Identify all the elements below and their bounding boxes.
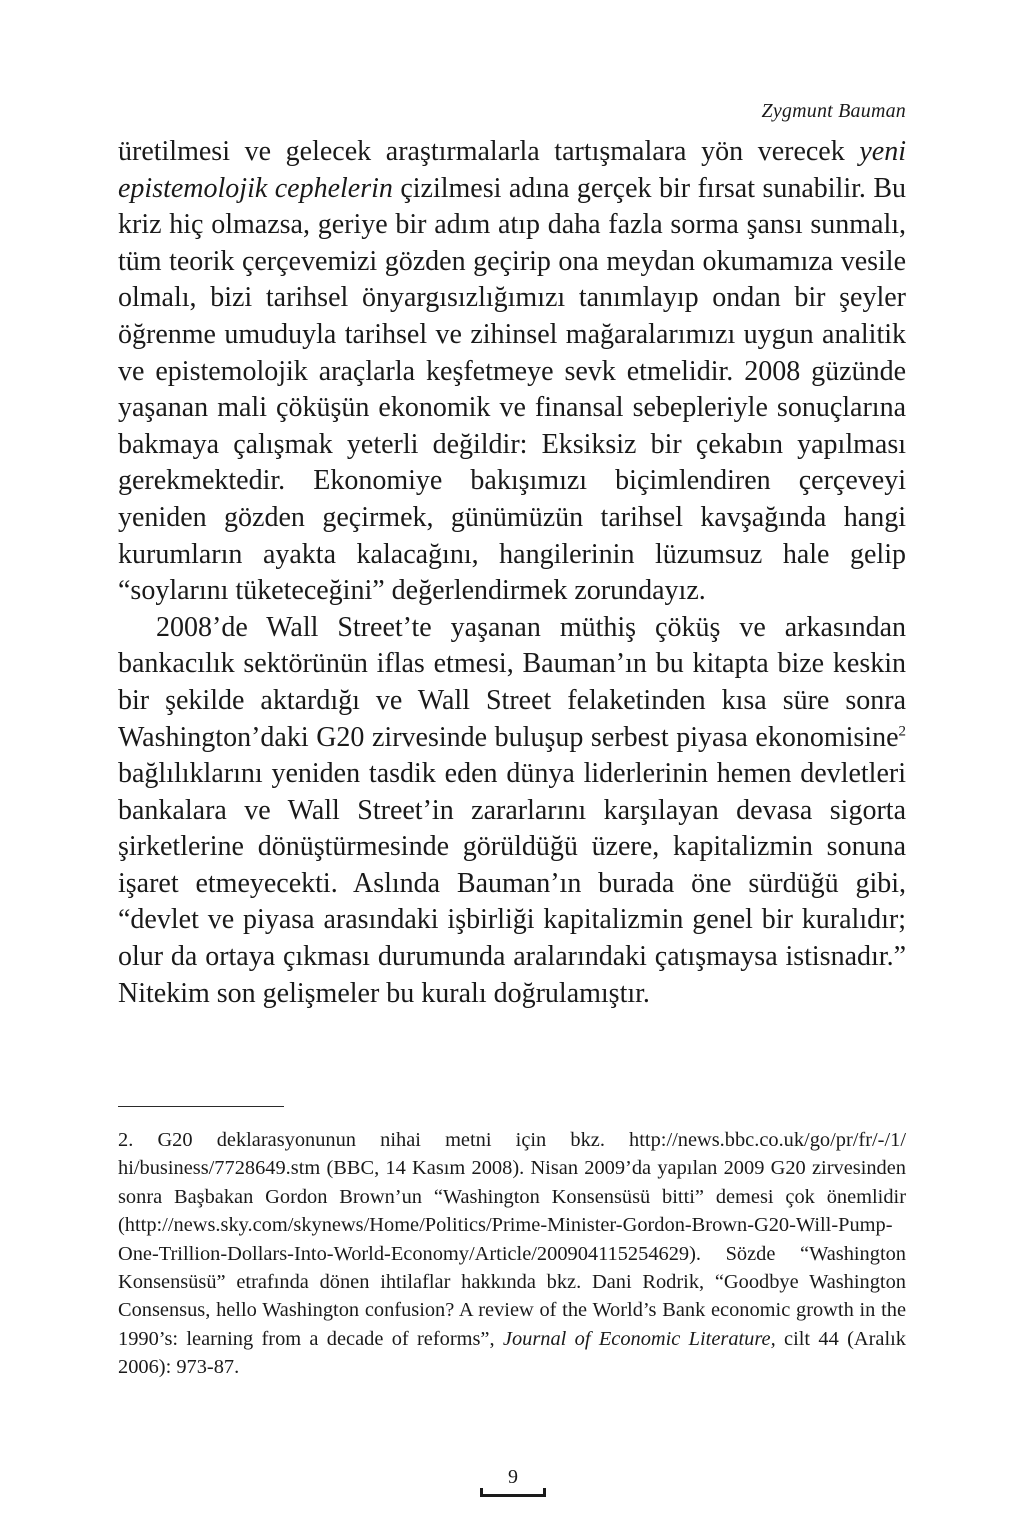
page-number: 9 [508,1466,518,1488]
page-number-bracket [480,1494,546,1497]
footnote-2-journal: Journal of Economic Literature, [502,1327,776,1350]
paragraph-1 [118,134,906,610]
paragraph-2 [118,610,906,1013]
paragraph-2-text-a: 2008’de Wall Street’te yaşanan müthiş çöküş ve arkasından bankacılık sektörünün iflas etmesi, Bauman’ın bu kitapta bize keskin bir şekilde aktardığı ve Wall Street felaketinden kısa süre sonra Washington’daki G20 zirvesinde buluşup serbest piyasa ekonomisine [118,611,906,753]
paragraph-2-text-b: bağlılıklarını yeniden tasdik eden dünya liderlerinin hemen devletleri bankalara ve Wall Street’in zararlarını karşılayan devasa sigorta şirketlerine dönüştürmesinde görüldüğü üzere, kapitalizmin sonuna işaret etmeyecekti. Aslında Bauman’ın burada öne sürdüğü gibi, “devlet ve piyasa arasındaki işbirliği kapitalizmin genel bir kuralıdır; olur da ortaya çıkması durumunda aralarındaki çatışmaysa istisnadır.” Nitekim son gelişmeler bu kuralı doğrulamıştır. [118,758,906,1009]
paragraph-1-text-b: çizilmesi adına gerçek bir fırsat sunabilir. Bu kriz hiç olmazsa, geriye bir adım atıp daha fazla sorma şansı sunmalı, tüm teorik çerçevemizi gözden geçirip ona meydan okumamıza vesile olmalı, bizi tarihsel önyargısızlığımızı tanımlayıp ondan bir şeyler öğrenme umuduyla tarihsel ve zihinsel mağaralarımızı uygun analitik ve epistemolojik araçlarla keşfetmeye sevk etmelidir. 2008 güzünde yaşanan mali çöküşün ekonomik ve finansal sebepleriyle sonuçlarına bakmaya çalışmak yeterli değildir: Eksiksiz bir çekabın yapılması gerekmektedir. Ekonomiye bakışımızı biçimlendiren çerçeveyi yeniden gözden geçirmek, günümüzün tarihsel kavşağında hangi kurumların ayakta kalacağını, hangilerinin lüzumsuz hale gelip “soylarını tüketeceğini” değerlendirmek zorundayız. [118,172,906,607]
footnote-reference[interactable]: 2 [898,723,906,740]
footnotes [118,1126,906,1382]
body-text [118,134,906,1012]
footnote-separator [118,1106,284,1107]
footnote-2 [118,1126,906,1382]
page-number-block [480,1465,546,1499]
paragraph-1-text-a: üretilmesi ve gelecek araştırmalarla tartışmalara yön verecek [118,136,860,167]
paragraph-1-italic-phrase: yeni epistemolojik cephelerin [118,136,906,204]
running-header: Zygmunt Bauman [761,100,906,122]
footnote-2-text-b: cilt 44 (Aralık 2006): 973-87. [118,1327,906,1379]
footnote-2-text-a: 2. G20 deklarasyonunun nihai metni için bkz. http://news.bbc.co.uk/go/pr/fr/-/1/ hi/business/7728649.stm (BBC, 14 Kasım 2008). Nisan 2009’da yapılan 2009 G20 zirvesinden sonra Başbakan Gordon Brown’un “Washington Konsensüsü bitti” demesi çok önemlidir (http://news.sky.com/skynews/Home/Politics/Prime-Minister-Gordon-Brown-G20-Will-Pump-One-Trillion-Dollars-Into-World-Economy/Article/200904115254629). Sözde “Washington Konsensüsü” etrafında dönen ihtilaflar hakkında bkz. Dani Rodrik, “Goodbye Washington Consensus, hello Washington confusion? A review of the World’s Bank economic growth in the 1990’s: learning from a decade of reforms”, [118,1129,906,1350]
book-page [118,96,906,1516]
